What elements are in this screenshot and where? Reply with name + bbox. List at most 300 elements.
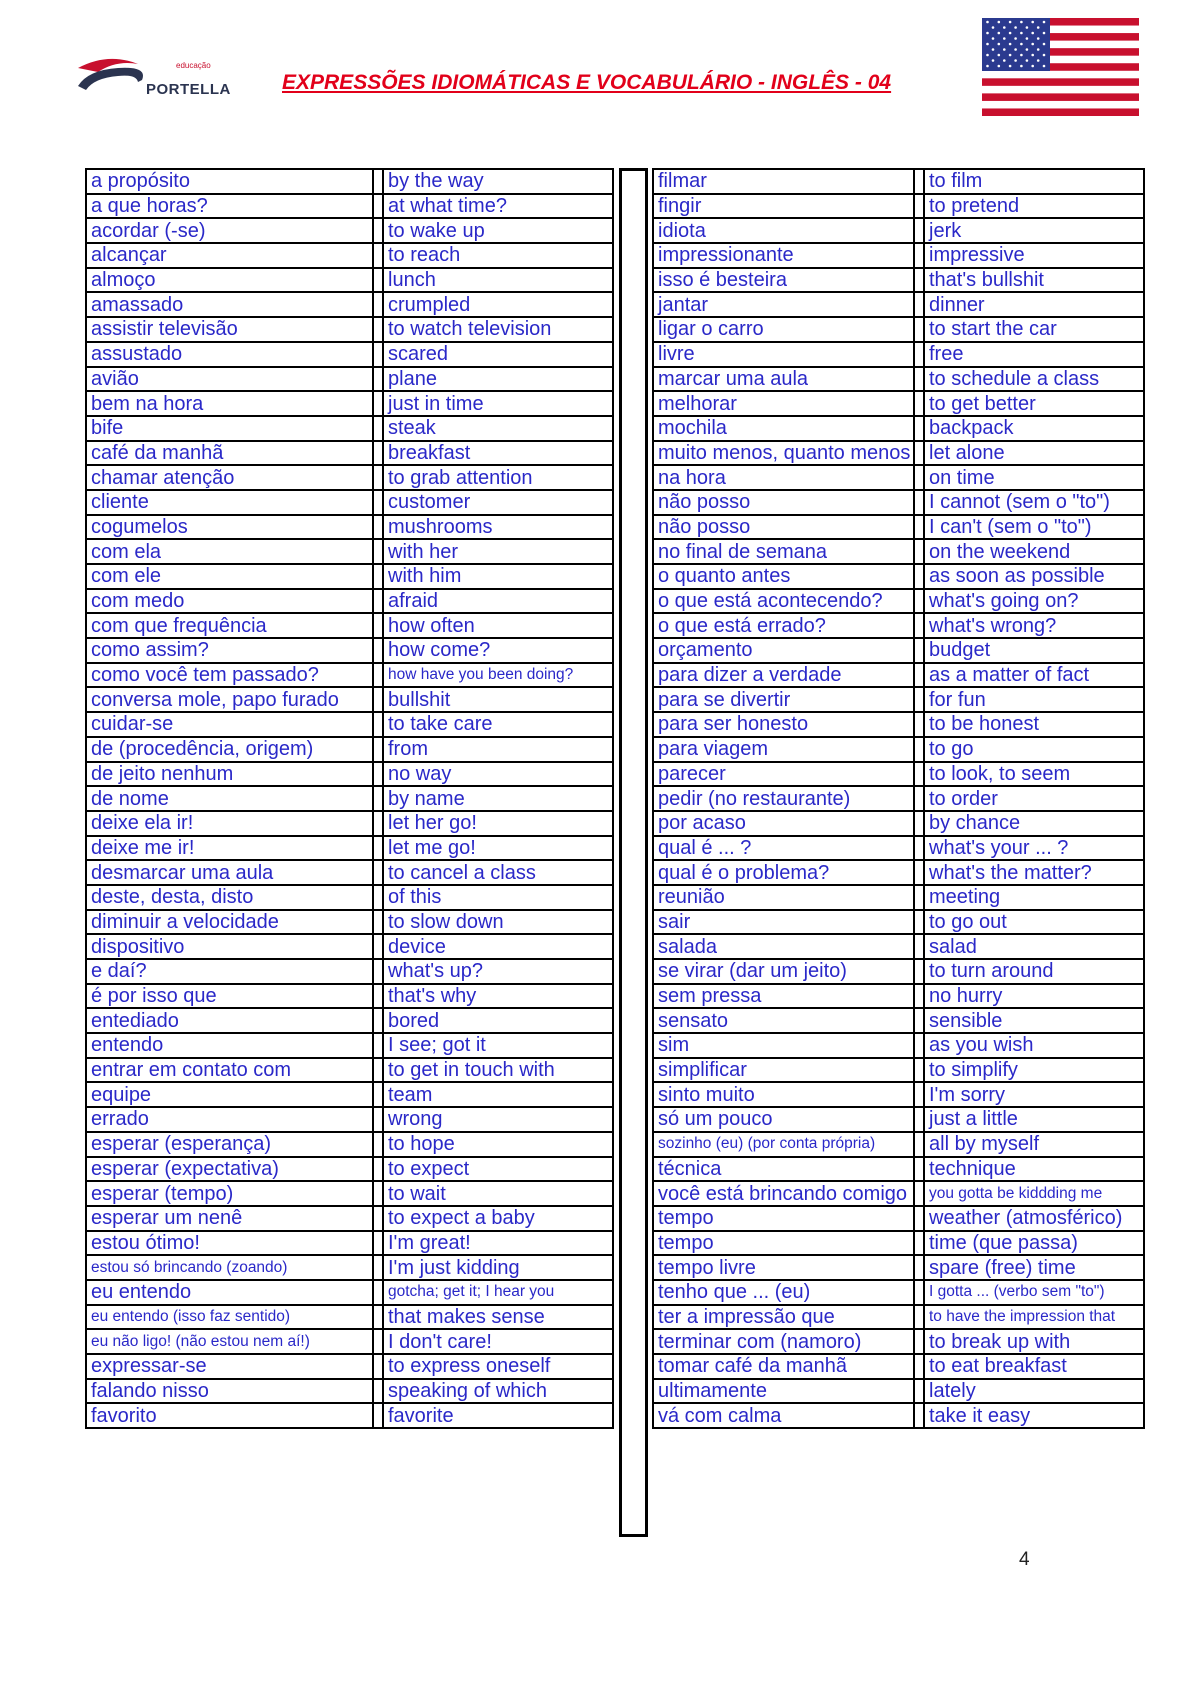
- table-row: [653, 1008, 1144, 1033]
- english-term: breakfast: [383, 441, 613, 466]
- portuguese-term: para se divertir: [653, 687, 914, 712]
- english-term: meeting: [924, 885, 1144, 910]
- english-term: sensible: [924, 1008, 1144, 1033]
- table-row: [653, 1305, 1144, 1330]
- column-gap: [914, 638, 924, 663]
- portuguese-term: como assim?: [86, 638, 373, 663]
- column-gap: [914, 589, 924, 614]
- column-gap: [914, 1132, 924, 1157]
- english-term: backpack: [924, 416, 1144, 441]
- english-term: to grab attention: [383, 465, 613, 490]
- table-row: [86, 959, 613, 984]
- portuguese-term: expressar-se: [86, 1354, 373, 1379]
- english-term: salad: [924, 934, 1144, 959]
- english-term: to reach: [383, 243, 613, 268]
- column-gap: [914, 885, 924, 910]
- table-row: [653, 638, 1144, 663]
- table-row: [86, 910, 613, 935]
- portuguese-term: eu entendo (isso faz sentido): [86, 1305, 373, 1330]
- table-row: [653, 292, 1144, 317]
- english-term: with him: [383, 564, 613, 589]
- english-term: I cannot (sem o "to"): [924, 490, 1144, 515]
- table-row: [653, 984, 1144, 1009]
- portuguese-term: cuidar-se: [86, 712, 373, 737]
- portuguese-term: você está brincando comigo: [653, 1181, 914, 1206]
- english-term: wrong: [383, 1107, 613, 1132]
- column-gap: [914, 169, 924, 194]
- portuguese-term: bife: [86, 416, 373, 441]
- english-term: steak: [383, 416, 613, 441]
- portuguese-term: eu entendo: [86, 1280, 373, 1305]
- english-term: customer: [383, 490, 613, 515]
- column-gap: [373, 613, 383, 638]
- portuguese-term: técnica: [653, 1157, 914, 1182]
- english-term: what's your ... ?: [924, 836, 1144, 861]
- portuguese-term: livre: [653, 342, 914, 367]
- english-term: by name: [383, 786, 613, 811]
- english-term: to expect a baby: [383, 1206, 613, 1231]
- portuguese-term: errado: [86, 1107, 373, 1132]
- table-row: [86, 1157, 613, 1182]
- column-gap: [914, 1206, 924, 1231]
- table-row: [653, 218, 1144, 243]
- table-row: [86, 1255, 613, 1280]
- table-row: [86, 515, 613, 540]
- portuguese-term: simplificar: [653, 1058, 914, 1083]
- english-term: what's wrong?: [924, 613, 1144, 638]
- table-row: [86, 638, 613, 663]
- column-gap: [373, 441, 383, 466]
- portuguese-term: impressionante: [653, 243, 914, 268]
- table-row: [653, 1132, 1144, 1157]
- english-term: bored: [383, 1008, 613, 1033]
- column-gap: [914, 1082, 924, 1107]
- english-term: that's why: [383, 984, 613, 1009]
- portuguese-term: jantar: [653, 292, 914, 317]
- english-term: just in time: [383, 391, 613, 416]
- english-term: jerk: [924, 218, 1144, 243]
- column-gap: [373, 1255, 383, 1280]
- english-term: favorite: [383, 1403, 613, 1428]
- portuguese-term: vá com calma: [653, 1403, 914, 1428]
- column-gap: [914, 367, 924, 392]
- portuguese-term: sem pressa: [653, 984, 914, 1009]
- table-row: [653, 885, 1144, 910]
- portuguese-term: com ela: [86, 539, 373, 564]
- portuguese-term: marcar uma aula: [653, 367, 914, 392]
- table-row: [86, 218, 613, 243]
- column-gap: [373, 1082, 383, 1107]
- column-gap: [914, 811, 924, 836]
- portuguese-term: estou ótimo!: [86, 1231, 373, 1256]
- table-row: [86, 786, 613, 811]
- table-row: [86, 687, 613, 712]
- column-gap: [914, 1305, 924, 1330]
- column-gap: [914, 564, 924, 589]
- english-term: to be honest: [924, 712, 1144, 737]
- english-term: on time: [924, 465, 1144, 490]
- english-term: no way: [383, 762, 613, 787]
- column-gap: [914, 712, 924, 737]
- english-term: scared: [383, 342, 613, 367]
- table-row: [86, 860, 613, 885]
- column-gap: [373, 194, 383, 219]
- portuguese-term: é por isso que: [86, 984, 373, 1009]
- column-gap: [914, 663, 924, 688]
- portuguese-term: falando nisso: [86, 1379, 373, 1404]
- column-gap: [914, 1157, 924, 1182]
- portuguese-term: se virar (dar um jeito): [653, 959, 914, 984]
- column-gap: [914, 959, 924, 984]
- portuguese-term: o quanto antes: [653, 564, 914, 589]
- portuguese-term: não posso: [653, 490, 914, 515]
- us-flag-icon: [982, 18, 1139, 116]
- portuguese-term: bem na hora: [86, 391, 373, 416]
- column-gap: [914, 218, 924, 243]
- table-row: [86, 885, 613, 910]
- portuguese-term: conversa mole, papo furado: [86, 687, 373, 712]
- portuguese-term: cliente: [86, 490, 373, 515]
- column-gap: [373, 712, 383, 737]
- table-row: [86, 1403, 613, 1428]
- portuguese-term: deixe ela ir!: [86, 811, 373, 836]
- portuguese-term: no final de semana: [653, 539, 914, 564]
- table-row: [653, 737, 1144, 762]
- column-gap: [914, 1403, 924, 1428]
- column-gap: [373, 490, 383, 515]
- table-row: [653, 687, 1144, 712]
- portuguese-term: sozinho (eu) (por conta própria): [653, 1132, 914, 1157]
- vocabulary-table-left: [85, 168, 614, 1429]
- english-term: dinner: [924, 292, 1144, 317]
- portuguese-term: tempo: [653, 1206, 914, 1231]
- portuguese-term: ter a impressão que: [653, 1305, 914, 1330]
- portuguese-term: amassado: [86, 292, 373, 317]
- table-row: [653, 1231, 1144, 1256]
- english-term: to watch television: [383, 317, 613, 342]
- portuguese-term: o que está errado?: [653, 613, 914, 638]
- table-row: [86, 1008, 613, 1033]
- table-row: [86, 416, 613, 441]
- table-row: [86, 1206, 613, 1231]
- english-term: with her: [383, 539, 613, 564]
- english-term: to go: [924, 737, 1144, 762]
- portuguese-term: assistir televisão: [86, 317, 373, 342]
- table-row: [86, 836, 613, 861]
- column-gap: [914, 465, 924, 490]
- portuguese-term: esperar (esperança): [86, 1132, 373, 1157]
- table-row: [86, 292, 613, 317]
- table-row: [86, 317, 613, 342]
- english-term: device: [383, 934, 613, 959]
- table-row: [86, 194, 613, 219]
- english-term: by the way: [383, 169, 613, 194]
- portuguese-term: idiota: [653, 218, 914, 243]
- english-term: I don't care!: [383, 1329, 613, 1354]
- portuguese-term: tempo livre: [653, 1255, 914, 1280]
- column-gap: [373, 292, 383, 317]
- column-gap: [914, 613, 924, 638]
- portuguese-term: sair: [653, 910, 914, 935]
- portuguese-term: desmarcar uma aula: [86, 860, 373, 885]
- english-term: to expect: [383, 1157, 613, 1182]
- column-gap: [373, 1206, 383, 1231]
- column-gap: [373, 1033, 383, 1058]
- portuguese-term: almoço: [86, 268, 373, 293]
- column-gap: [373, 1354, 383, 1379]
- portuguese-term: deste, desta, disto: [86, 885, 373, 910]
- table-row: [86, 984, 613, 1009]
- column-gap: [914, 1255, 924, 1280]
- portuguese-term: esperar (tempo): [86, 1181, 373, 1206]
- english-term: to break up with: [924, 1329, 1144, 1354]
- column-gap: [373, 1379, 383, 1404]
- portuguese-term: não posso: [653, 515, 914, 540]
- column-gap: [914, 1033, 924, 1058]
- portuguese-term: como você tem passado?: [86, 663, 373, 688]
- column-gap: [373, 1008, 383, 1033]
- column-gap: [914, 836, 924, 861]
- portuguese-term: por acaso: [653, 811, 914, 836]
- portuguese-term: deixe me ir!: [86, 836, 373, 861]
- english-term: to eat breakfast: [924, 1354, 1144, 1379]
- column-gap: [914, 1058, 924, 1083]
- english-term: mushrooms: [383, 515, 613, 540]
- portuguese-term: esperar (expectativa): [86, 1157, 373, 1182]
- portuguese-term: tenho que ... (eu): [653, 1280, 914, 1305]
- portuguese-term: tomar café da manhã: [653, 1354, 914, 1379]
- table-row: [86, 1379, 613, 1404]
- english-term: to get in touch with: [383, 1058, 613, 1083]
- table-row: [86, 1280, 613, 1305]
- column-gap: [373, 342, 383, 367]
- table-row: [86, 391, 613, 416]
- table-row: [653, 1058, 1144, 1083]
- table-row: [653, 786, 1144, 811]
- table-row: [653, 663, 1144, 688]
- table-row: [653, 1255, 1144, 1280]
- portuguese-term: café da manhã: [86, 441, 373, 466]
- column-gap: [914, 515, 924, 540]
- table-row: [86, 589, 613, 614]
- portuguese-term: cogumelos: [86, 515, 373, 540]
- table-row: [86, 564, 613, 589]
- column-gap: [914, 1329, 924, 1354]
- english-term: I'm sorry: [924, 1082, 1144, 1107]
- english-term: at what time?: [383, 194, 613, 219]
- column-gap: [373, 1132, 383, 1157]
- table-row: [86, 1033, 613, 1058]
- english-term: what's going on?: [924, 589, 1144, 614]
- table-row: [86, 342, 613, 367]
- portuguese-term: só um pouco: [653, 1107, 914, 1132]
- portuguese-term: para dizer a verdade: [653, 663, 914, 688]
- portuguese-term: a propósito: [86, 169, 373, 194]
- portuguese-term: tempo: [653, 1231, 914, 1256]
- english-term: to hope: [383, 1132, 613, 1157]
- column-gap: [914, 1008, 924, 1033]
- column-gap: [914, 292, 924, 317]
- english-term: to cancel a class: [383, 860, 613, 885]
- column-gap: [914, 1354, 924, 1379]
- column-gap: [914, 860, 924, 885]
- table-row: [86, 539, 613, 564]
- english-term: to wake up: [383, 218, 613, 243]
- column-gap: [914, 539, 924, 564]
- portuguese-term: entrar em contato com: [86, 1058, 373, 1083]
- portuguese-term: salada: [653, 934, 914, 959]
- english-term: to order: [924, 786, 1144, 811]
- english-term: I'm just kidding: [383, 1255, 613, 1280]
- table-row: [653, 342, 1144, 367]
- english-term: by chance: [924, 811, 1144, 836]
- column-gap: [373, 1329, 383, 1354]
- page-number: 4: [1019, 1549, 1030, 1570]
- english-term: to get better: [924, 391, 1144, 416]
- column-gap: [373, 169, 383, 194]
- portuguese-term: de jeito nenhum: [86, 762, 373, 787]
- table-row: [86, 490, 613, 515]
- portuguese-term: estou só brincando (zoando): [86, 1255, 373, 1280]
- english-term: to start the car: [924, 317, 1144, 342]
- column-gap: [373, 984, 383, 1009]
- portuguese-term: sim: [653, 1033, 914, 1058]
- english-term: no hurry: [924, 984, 1144, 1009]
- table-row: [86, 663, 613, 688]
- column-gap: [914, 243, 924, 268]
- table-row: [86, 243, 613, 268]
- table-row: [653, 1280, 1144, 1305]
- table-row: [653, 1354, 1144, 1379]
- english-term: to go out: [924, 910, 1144, 935]
- english-term: budget: [924, 638, 1144, 663]
- portuguese-term: fingir: [653, 194, 914, 219]
- column-gap: [373, 1181, 383, 1206]
- table-row: [653, 589, 1144, 614]
- portuguese-term: de (procedência, origem): [86, 737, 373, 762]
- english-term: I see; got it: [383, 1033, 613, 1058]
- table-row: [653, 811, 1144, 836]
- table-row: [86, 1181, 613, 1206]
- portuguese-term: pedir (no restaurante): [653, 786, 914, 811]
- column-gap: [373, 910, 383, 935]
- table-row: [653, 194, 1144, 219]
- column-gap: [373, 1403, 383, 1428]
- english-term: to turn around: [924, 959, 1144, 984]
- table-row: [653, 712, 1144, 737]
- english-term: to wait: [383, 1181, 613, 1206]
- table-row: [653, 268, 1144, 293]
- table-row: [653, 515, 1144, 540]
- english-term: to take care: [383, 712, 613, 737]
- column-gap: [373, 663, 383, 688]
- table-row: [86, 1231, 613, 1256]
- vocabulary-table-right: [652, 168, 1145, 1429]
- portuguese-term: para viagem: [653, 737, 914, 762]
- column-gap: [373, 1107, 383, 1132]
- column-gap: [373, 465, 383, 490]
- column-gap: [373, 589, 383, 614]
- english-term: what's the matter?: [924, 860, 1144, 885]
- portuguese-term: ultimamente: [653, 1379, 914, 1404]
- english-term: gotcha; get it; I hear you: [383, 1280, 613, 1305]
- column-gap: [373, 959, 383, 984]
- portuguese-term: favorito: [86, 1403, 373, 1428]
- column-gap: [914, 1379, 924, 1404]
- english-term: as a matter of fact: [924, 663, 1144, 688]
- table-row: [86, 169, 613, 194]
- table-row: [653, 243, 1144, 268]
- english-term: that's bullshit: [924, 268, 1144, 293]
- table-row: [86, 268, 613, 293]
- table-row: [653, 613, 1144, 638]
- portuguese-term: eu não ligo! (não estou nem aí!): [86, 1329, 373, 1354]
- column-gap: [373, 416, 383, 441]
- table-row: [86, 465, 613, 490]
- table-row: [653, 441, 1144, 466]
- portella-logo: [78, 50, 238, 100]
- table-row: [653, 1379, 1144, 1404]
- table-row: [653, 1206, 1144, 1231]
- column-gap: [373, 1231, 383, 1256]
- column-gap: [373, 1305, 383, 1330]
- column-gap: [914, 490, 924, 515]
- column-gap: [373, 860, 383, 885]
- table-row: [86, 1329, 613, 1354]
- portuguese-term: terminar com (namoro): [653, 1329, 914, 1354]
- column-gap: [914, 786, 924, 811]
- column-gap: [373, 638, 383, 663]
- column-gap: [914, 1107, 924, 1132]
- table-row: [86, 1107, 613, 1132]
- table-row: [86, 762, 613, 787]
- portuguese-term: sensato: [653, 1008, 914, 1033]
- portuguese-term: entediado: [86, 1008, 373, 1033]
- portuguese-term: orçamento: [653, 638, 914, 663]
- table-row: [653, 836, 1144, 861]
- column-gap: [914, 910, 924, 935]
- table-row: [653, 317, 1144, 342]
- table-row: [653, 860, 1144, 885]
- logo-small-text: educação: [176, 61, 211, 70]
- column-gap: [373, 934, 383, 959]
- english-term: to simplify: [924, 1058, 1144, 1083]
- portuguese-term: entendo: [86, 1033, 373, 1058]
- english-term: to pretend: [924, 194, 1144, 219]
- table-row: [86, 712, 613, 737]
- column-gap: [914, 1181, 924, 1206]
- portuguese-term: alcançar: [86, 243, 373, 268]
- column-gap: [914, 934, 924, 959]
- portuguese-term: qual é ... ?: [653, 836, 914, 861]
- english-term: to express oneself: [383, 1354, 613, 1379]
- english-term: to schedule a class: [924, 367, 1144, 392]
- column-gap: [373, 1280, 383, 1305]
- english-term: how have you been doing?: [383, 663, 613, 688]
- english-term: let alone: [924, 441, 1144, 466]
- table-row: [86, 441, 613, 466]
- table-row: [653, 391, 1144, 416]
- table-row: [653, 934, 1144, 959]
- english-term: free: [924, 342, 1144, 367]
- table-row: [653, 1157, 1144, 1182]
- column-gap: [373, 564, 383, 589]
- portuguese-term: isso é besteira: [653, 268, 914, 293]
- portuguese-term: equipe: [86, 1082, 373, 1107]
- column-gap: [914, 737, 924, 762]
- english-term: weather (atmosférico): [924, 1206, 1144, 1231]
- table-row: [86, 1305, 613, 1330]
